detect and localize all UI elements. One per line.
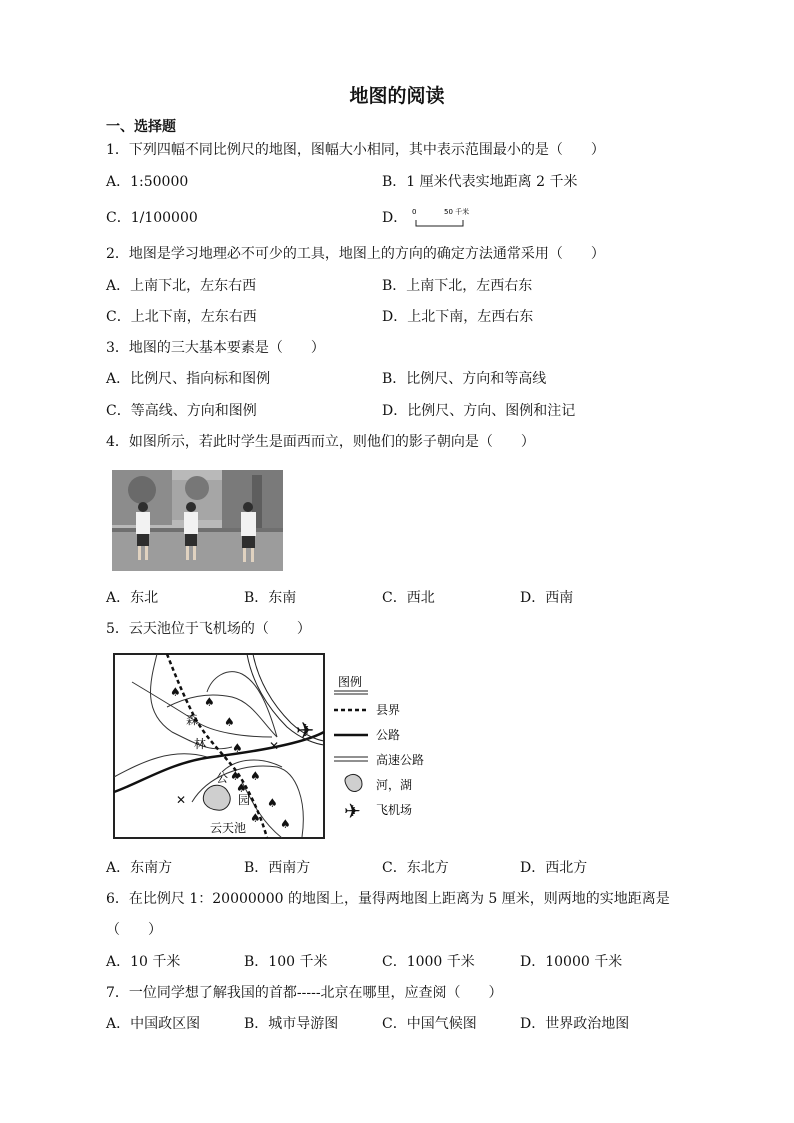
scale-bar-value: 50 千米	[444, 208, 470, 216]
svg-text:♠: ♠	[170, 685, 181, 699]
svg-text:♠: ♠	[236, 781, 247, 795]
question-3-option-c[interactable]: C．等高线、方向和图例	[106, 403, 257, 419]
question-4-stem: 4．如图所示，若此时学生是面西而立，则他们的影子朝向是（ ）	[106, 434, 535, 450]
map-lake	[203, 785, 230, 810]
map-label-park-2: 园	[238, 793, 251, 807]
svg-text:✕: ✕	[269, 739, 280, 753]
question-5-option-a[interactable]: A．东南方	[106, 860, 173, 876]
question-5-option-b[interactable]: B．西南方	[244, 860, 311, 876]
map-legend	[334, 674, 424, 823]
question-4-option-c[interactable]: C．西北	[382, 590, 435, 606]
legend-road: 公路	[376, 728, 401, 742]
question-7-option-d[interactable]: D．世界政治地图	[520, 1016, 630, 1032]
legend-highway: 高速公路	[376, 753, 425, 767]
question-6-option-b[interactable]: B．100 千米	[244, 954, 328, 970]
question-1-option-b[interactable]: B．1 厘米代表实地距离 2 千米	[382, 174, 578, 190]
question-5-option-d[interactable]: D．西北方	[520, 860, 588, 876]
question-6-stem-line2: （ ）	[106, 922, 162, 938]
map-label-forest-1: 森	[186, 713, 199, 727]
legend-county: 县界	[376, 703, 401, 717]
question-7-option-a[interactable]: A．中国政区图	[106, 1016, 201, 1032]
svg-text:♠: ♠	[224, 715, 235, 729]
students-photo	[112, 470, 283, 571]
question-2-option-b[interactable]: B．上南下北，左西右东	[382, 278, 533, 294]
question-3-option-b[interactable]: B．比例尺、方向和等高线	[382, 371, 547, 387]
svg-text:♠: ♠	[204, 695, 215, 709]
lake-icon	[345, 774, 362, 791]
scale-bar-figure	[400, 206, 480, 232]
section-heading: 一、选择题	[106, 119, 176, 135]
question-7-option-b[interactable]: B．城市导游图	[244, 1016, 339, 1032]
airplane-icon: ✈	[296, 719, 315, 744]
map-label-forest-2: 林	[194, 737, 207, 751]
question-7-stem: 7．一位同学想了解我国的首都-----北京在哪里，应查阅（ ）	[106, 985, 503, 1001]
question-3-option-d[interactable]: D．比例尺、方向、图例和注记	[382, 403, 576, 419]
question-2-option-a[interactable]: A．上南下北，左东右西	[106, 278, 257, 294]
map-label-lake: 云天池	[210, 821, 247, 835]
question-3-stem: 3．地图的三大基本要素是（ ）	[106, 340, 325, 356]
question-4-option-a[interactable]: A．东北	[106, 590, 159, 606]
svg-text:♠: ♠	[250, 811, 261, 825]
question-6-stem-line1: 6．在比例尺 1：20000000 的地图上，量得两地图上距离为 5 厘米，则两地的实地距离是	[106, 891, 670, 907]
svg-text:♠: ♠	[250, 769, 261, 783]
legend-airport: 飞机场	[376, 803, 413, 817]
svg-text:✕: ✕	[176, 793, 187, 807]
park-airport-map	[112, 652, 434, 842]
question-1-stem: 1．下列四幅不同比例尺的地图，图幅大小相同，其中表示范围最小的是（ ）	[106, 142, 605, 158]
question-5-option-c[interactable]: C．东北方	[382, 860, 449, 876]
legend-title: 图例	[338, 675, 363, 689]
question-2-option-c[interactable]: C．上北下南，左东右西	[106, 309, 257, 325]
question-5-stem: 5．云天池位于飞机场的（ ）	[106, 621, 311, 637]
question-1-option-a[interactable]: A．1:50000	[106, 174, 189, 190]
svg-text:♠: ♠	[230, 769, 241, 783]
question-2-stem: 2．地图是学习地理必不可少的工具，地图上的方向的确定方法通常采用（ ）	[106, 246, 605, 262]
question-1-option-d[interactable]: D．	[382, 210, 408, 226]
question-6-option-c[interactable]: C．1000 千米	[382, 954, 475, 970]
question-6-option-d[interactable]: D．10000 千米	[520, 954, 623, 970]
svg-text:♠: ♠	[280, 817, 291, 831]
question-3-option-a[interactable]: A．比例尺、指向标和图例	[106, 371, 271, 387]
question-4-option-b[interactable]: B．东南	[244, 590, 297, 606]
legend-water: 河，湖	[376, 778, 413, 792]
scale-bar-zero: 0	[412, 208, 417, 216]
svg-text:♠: ♠	[232, 741, 243, 755]
question-4-option-d[interactable]: D．西南	[520, 590, 574, 606]
page-title: 地图的阅读	[349, 85, 445, 107]
airport-icon: ✈	[344, 799, 361, 823]
question-2-option-d[interactable]: D．上北下南，左西右东	[382, 309, 534, 325]
question-7-option-c[interactable]: C．中国气候图	[382, 1016, 477, 1032]
map-label-park-1: 公	[216, 771, 229, 785]
svg-text:♠: ♠	[267, 796, 278, 810]
question-1-option-c[interactable]: C．1/100000	[106, 210, 198, 226]
question-6-option-a[interactable]: A．10 千米	[106, 954, 181, 970]
